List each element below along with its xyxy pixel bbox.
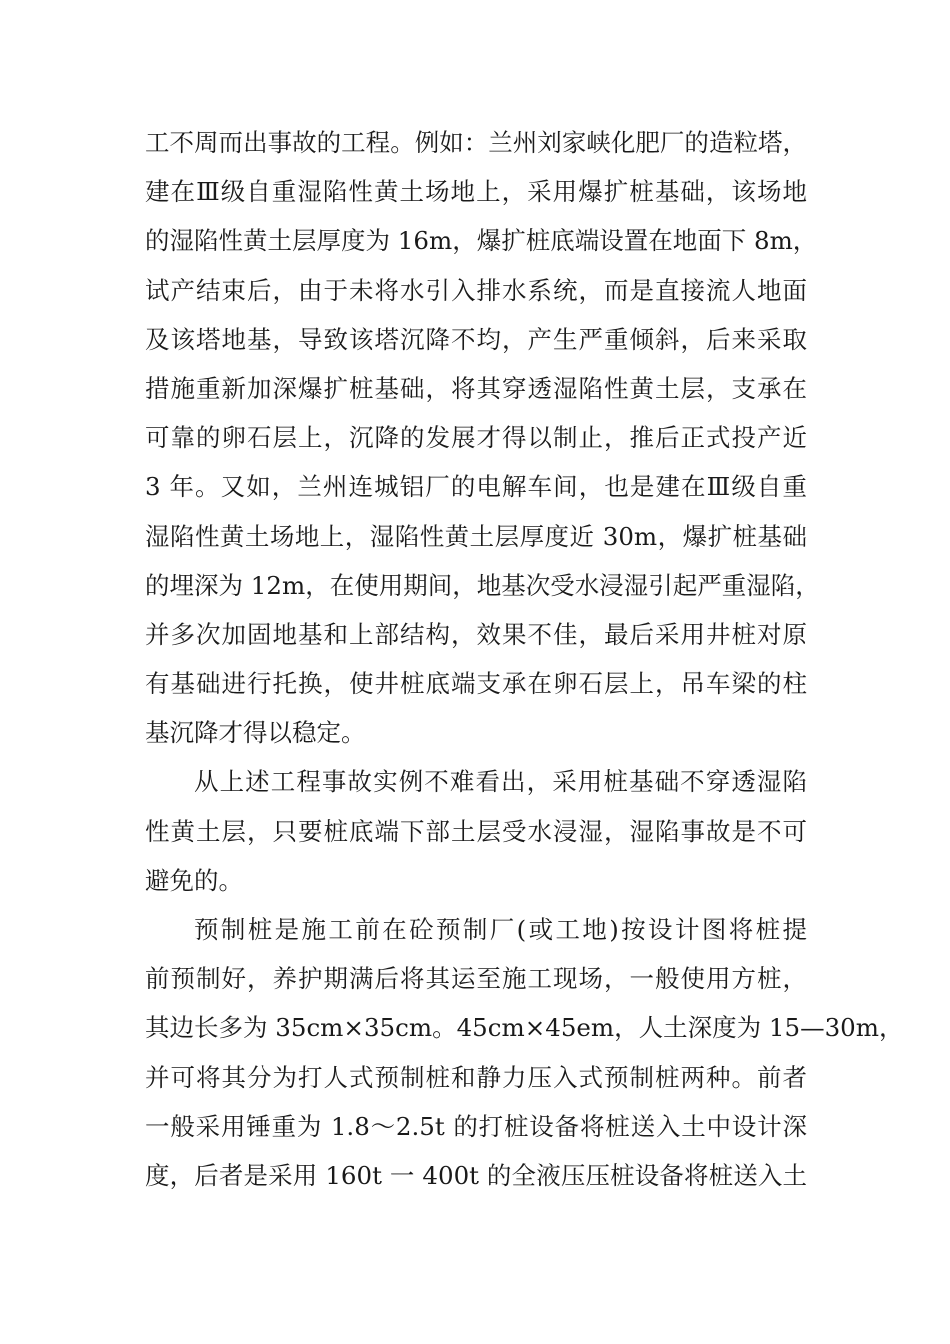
text-line: 3 年。又如，兰州连城铝厂的电解车间，也是建在Ⅲ级自重 — [145, 472, 807, 502]
text-line: 度，后者是采用 160t 一 400t 的全液压压桩设备将桩送入土 — [145, 1160, 807, 1190]
text-line: 试产结束后，由于未将水引入排水系统，而是直接流人地面 — [145, 275, 807, 305]
body-text — [145, 118, 904, 1200]
text-line: 并多次加固地基和上部结构，效果不佳，最后采用井桩对原 — [145, 619, 807, 649]
text-line: 有基础进行托换，使井桩底端支承在卵石层上，吊车梁的柱 — [145, 669, 807, 699]
text-line: 避免的。 — [145, 865, 243, 895]
text-line: 并可将其分为打人式预制桩和静力压入式预制桩两种。前者 — [145, 1062, 807, 1092]
text-line: 建在Ⅲ级自重湿陷性黄土场地上，采用爆扩桩基础，该场地 — [145, 177, 807, 207]
text-line: 从上述工程事故实例不难看出，采用桩基础不穿透湿陷 — [194, 767, 807, 797]
text-line: 其边长多为 35cm×35cm。45cm×45em，人土深度为 15—30m， — [145, 1013, 904, 1043]
text-line: 工不周而出事故的工程。例如：兰州刘家峡化肥厂的造粒塔， — [145, 128, 807, 157]
text-line: 前预制好，养护期满后将其运至施工现场，一般使用方桩， — [145, 964, 807, 994]
text-line: 措施重新加深爆扩桩基础，将其穿透湿陷性黄土层，支承在 — [145, 373, 807, 403]
text-line: 性黄土层，只要桩底端下部土层受水浸湿，湿陷事故是不可 — [145, 816, 807, 846]
text-line: 预制桩是施工前在砼预制厂(或工地)按设计图将桩提 — [194, 915, 807, 944]
text-line: 湿陷性黄土场地上，湿陷性黄土层厚度近 30m，爆扩桩基础 — [145, 521, 807, 551]
text-line: 及该塔地基，导致该塔沉降不均，产生严重倾斜，后来采取 — [145, 324, 807, 354]
text-line: 基沉降才得以稳定。 — [145, 718, 366, 748]
text-line: 一般采用锤重为 1.8～2.5t 的打桩设备将桩送入土中设计深 — [145, 1111, 807, 1141]
text-line: 的湿陷性黄土层厚度为 16m，爆扩桩底端设置在地面下 8m， — [145, 226, 818, 256]
text-line: 的埋深为 12m，在使用期间，地基次受水浸湿引起严重湿陷， — [145, 570, 820, 600]
text-line: 可靠的卵石层上，沉降的发展才得以制止，推后正式投产近 — [145, 423, 807, 453]
